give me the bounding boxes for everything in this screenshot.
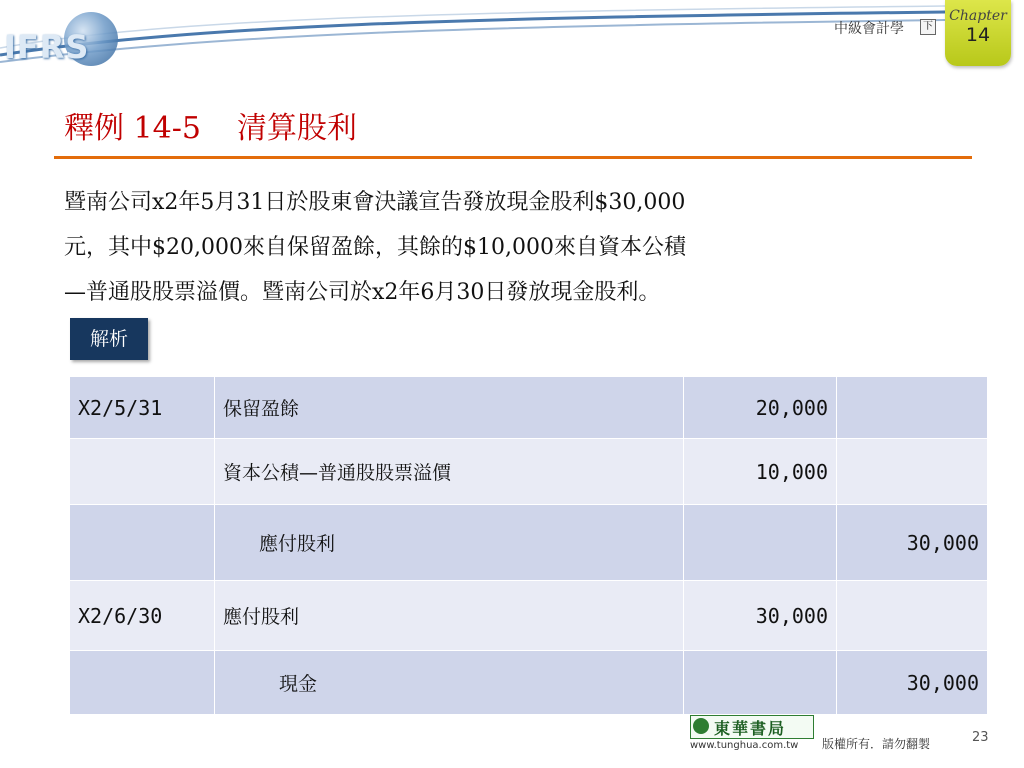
ifrs-logo	[4, 10, 134, 70]
problem-line: 暨南公司x2年5月31日於股東會決議宣告發放現金股利$30,000	[64, 190, 686, 215]
table-row	[70, 377, 988, 439]
title-underline	[54, 156, 972, 159]
copyright-notice: 版權所有．請勿翻製	[822, 737, 931, 751]
seal-icon	[693, 718, 709, 734]
credit-amount	[837, 377, 988, 439]
entry-date	[70, 505, 215, 581]
credit-amount	[837, 581, 988, 651]
account-name: 應付股利	[215, 505, 684, 581]
problem-statement	[64, 180, 984, 315]
chapter-number: 14	[965, 24, 991, 46]
publisher-logo	[690, 715, 814, 751]
chapter-word: Chapter	[949, 8, 1007, 24]
answer-label: 解析	[70, 318, 148, 360]
example-number: 釋例 14-5	[64, 111, 201, 146]
table-row	[70, 439, 988, 505]
debit-amount: 10,000	[684, 439, 837, 505]
slide-header	[0, 0, 1024, 75]
debit-amount: 30,000	[684, 581, 837, 651]
debit-amount: 20,000	[684, 377, 837, 439]
entry-date	[70, 439, 215, 505]
publisher-name: 東華書局	[714, 719, 787, 738]
problem-line: 元，其中$20,000來自保留盈餘，其餘的$10,000來自資本公積	[64, 235, 686, 260]
volume-badge: 下	[920, 19, 936, 35]
problem-line: —普通股股票溢價。暨南公司於x2年6月30日發放現金股利。	[64, 280, 661, 305]
page-number: 23	[972, 730, 989, 745]
ifrs-logo-text: IFRS	[4, 28, 90, 66]
account-name: 應付股利	[215, 581, 684, 651]
entry-date: X2/5/31	[70, 377, 215, 439]
account-name: 資本公積—普通股股票溢價	[215, 439, 684, 505]
entry-date	[70, 651, 215, 715]
debit-amount	[684, 651, 837, 715]
credit-amount: 30,000	[837, 651, 988, 715]
chapter-tab	[945, 0, 1011, 66]
journal-entry-table	[69, 376, 988, 715]
example-topic: 清算股利	[236, 111, 357, 146]
account-name: 現金	[215, 651, 684, 715]
publisher-url: www.tunghua.com.tw	[690, 740, 799, 751]
credit-amount	[837, 439, 988, 505]
debit-amount	[684, 505, 837, 581]
slide-title	[64, 103, 357, 147]
entry-date: X2/6/30	[70, 581, 215, 651]
table-row	[70, 581, 988, 651]
table-row	[70, 651, 988, 715]
table-row	[70, 505, 988, 581]
credit-amount: 30,000	[837, 505, 988, 581]
book-title: 中級會計學	[834, 21, 904, 37]
account-name: 保留盈餘	[215, 377, 684, 439]
